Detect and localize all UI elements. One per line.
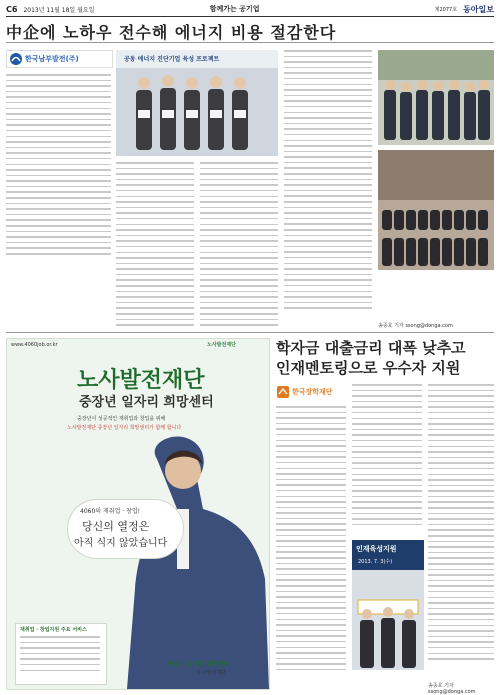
article1-photo-group-indoor (378, 150, 494, 270)
scholarship-emblem-icon (276, 385, 290, 399)
ad-title: 노사발전재단 (77, 368, 205, 393)
banner2-title: 인재육성지원 (356, 545, 397, 553)
article1-col2-text (116, 162, 194, 332)
banner-title: 공동 에너지 진단기업 육성 프로젝트 (124, 56, 220, 63)
ad-bubble-line2: 당신의 열정은 (82, 520, 150, 533)
people-photo (116, 50, 278, 156)
page-number: C6 (6, 4, 18, 14)
ad-service-list (20, 636, 100, 680)
ad-speech-bubble (67, 499, 184, 559)
company-logo-box (6, 50, 113, 68)
ad-desc-line2: 노사발전재단 중장년 일자리 희망센터가 함께 합니다 (67, 425, 182, 431)
article2-col2-text (352, 384, 422, 534)
ad-bubble-line1: 4060의 재취업 · 창업! (80, 508, 141, 515)
company2-logo-box (276, 384, 346, 400)
section-title: 함께가는 공기업 (209, 5, 260, 13)
article2-photo-ceremony (352, 540, 424, 670)
ad-footer-sub: 노사발전재단 (197, 670, 226, 676)
ad-bubble-line3: 아직 식지 않았습니다 (74, 538, 168, 549)
article2-col3-text (428, 384, 494, 684)
ad-subtitle: 중장년 일자리 희망센터 (79, 395, 214, 410)
article2-col1-text (276, 406, 346, 686)
advertisement (6, 338, 270, 690)
divider (6, 42, 494, 43)
article1-photo-signing (116, 50, 278, 156)
ad-desc-line1: 중장년이 성공적인 재취업과 창업을 위해 (77, 416, 166, 422)
divider (6, 332, 494, 333)
headline-bottom-line2: 인재멘토링으로 우수자 지원 (276, 359, 461, 377)
byline-top: 송종호 기자 ssong@donga.com (378, 323, 453, 329)
headline-top: 中企에 노하우 전수해 에너지 비용 절감한다 (6, 23, 337, 42)
article1-col1-text (6, 74, 111, 264)
byline-bottom: 송종호 기자 ssong@donga.com (428, 683, 476, 695)
ad-url[interactable]: www.4060job.or.kr (11, 342, 58, 348)
people-photo (352, 540, 424, 670)
banner2-date: 2013. 7. 3(수) (358, 559, 393, 565)
article1-col4-text (284, 50, 372, 320)
company2-logo-text: 한국장학재단 (292, 388, 333, 396)
ad-service-box-title: 재취업 · 창업지원 주요 서비스 (20, 627, 87, 633)
article1-col3-text (200, 162, 278, 332)
people-photo (378, 150, 494, 270)
article1-photo-group-outdoor (378, 50, 494, 145)
page-header (6, 2, 494, 17)
issue-date: 2013년 11월 18일 월요일 (23, 6, 95, 14)
people-photo (378, 50, 494, 145)
issue-number: 제2077호 (434, 6, 458, 13)
ad-footer-brand: 중장년 일자리 희망센터 (167, 661, 230, 668)
ad-service-box (15, 623, 107, 685)
company-emblem-icon (9, 52, 23, 66)
company-logo-text: 한국남부발전(주) (25, 55, 79, 63)
ad-brand-small: 노사발전재단 (207, 342, 236, 348)
newspaper-logo: 동아일보 (463, 4, 494, 14)
headline-bottom-line1: 학자금 대출금리 대폭 낮추고 (276, 339, 466, 357)
